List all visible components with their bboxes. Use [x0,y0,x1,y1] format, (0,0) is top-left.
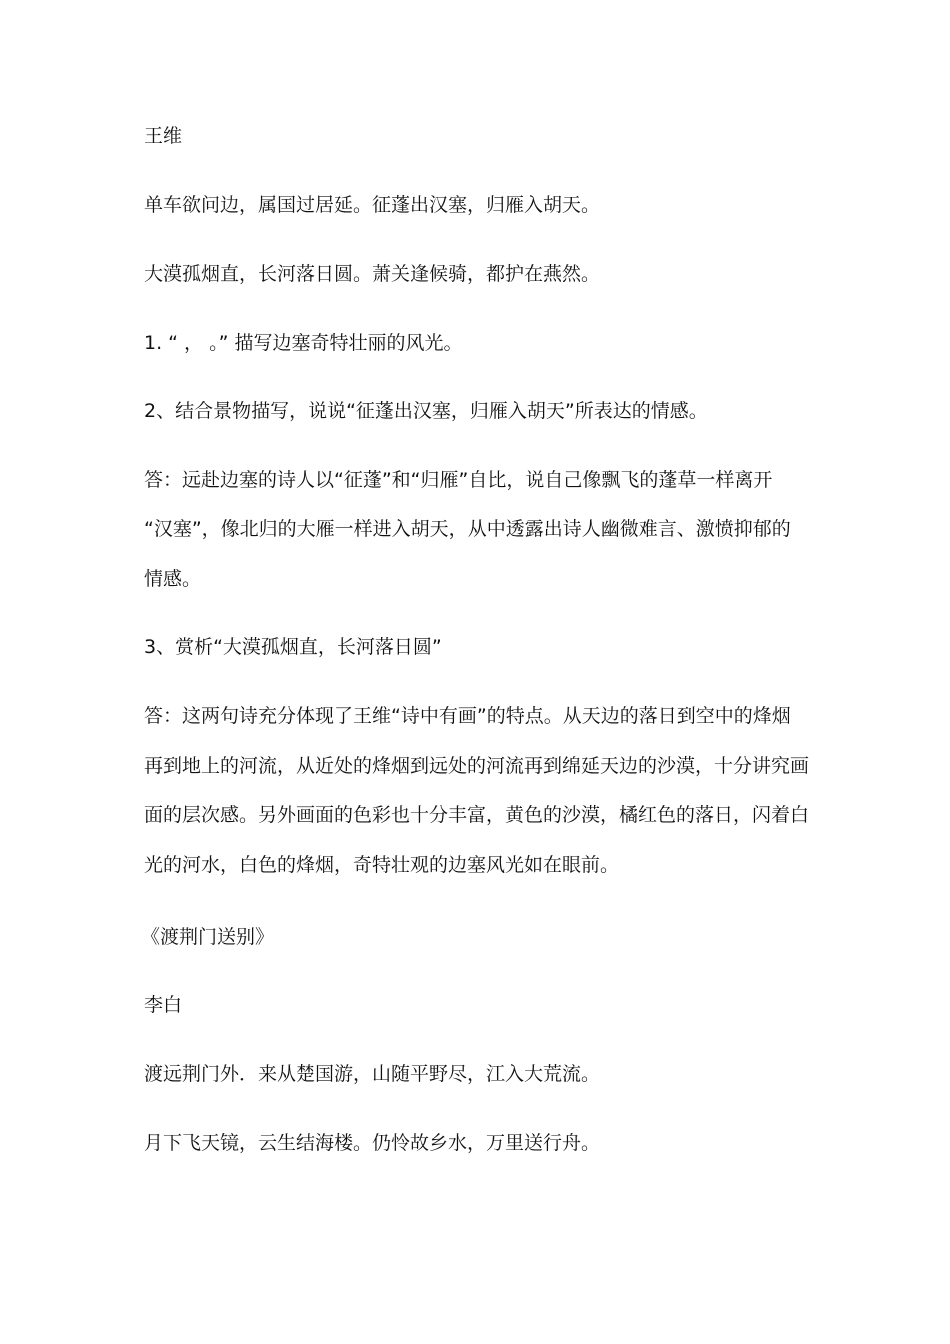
poem-line: 单车欲问边，属国过居延。征蓬出汉塞，归雁入胡天。 [144,194,601,216]
answer-2-line: 情感。 [144,568,202,590]
answer-3-line: 再到地上的河流，从近处的烽烟到远处的河流再到绵延天边的沙漠，十分讲究画 [144,755,810,777]
answer-3-line: 答：这两句诗充分体现了王维“诗中有画”的特点。从天边的落日到空中的烽烟 [144,705,791,727]
question-1: 1. “ ， 。” 描写边塞奇特壮丽的风光。 [144,332,463,354]
answer-3-line: 光的河水，白色的烽烟，奇特壮观的边塞风光如在眼前。 [144,854,620,876]
poem-title: 《渡荆门送别》 [141,926,275,948]
answer-2-line: “汉塞”，像北归的大雁一样进入胡天，从中透露出诗人幽微难言、激愤抑郁的 [144,518,791,540]
poem-line: 渡远荆门外．来从楚国游，山随平野尽，江入大荒流。 [144,1063,601,1085]
answer-2-line: 答：远赴边塞的诗人以“征蓬”和“归雁”自比，说自己像飘飞的蓬草一样离开 [144,469,773,491]
question-2: 2、结合景物描写，说说“征蓬出汉塞，归雁入胡天”所表达的情感。 [144,400,708,422]
poem-author: 王维 [144,125,183,147]
poem-author: 李白 [144,994,183,1016]
poem-line: 大漠孤烟直，长河落日圆。萧关逢候骑，都护在燕然。 [144,263,601,285]
question-3: 3、赏析“大漠孤烟直，长河落日圆” [144,636,442,658]
answer-3-line: 面的层次感。另外画面的色彩也十分丰富，黄色的沙漠，橘红色的落日，闪着白 [144,804,810,826]
poem-line: 月下飞天镜，云生结海楼。仍怜故乡水，万里送行舟。 [144,1132,601,1154]
